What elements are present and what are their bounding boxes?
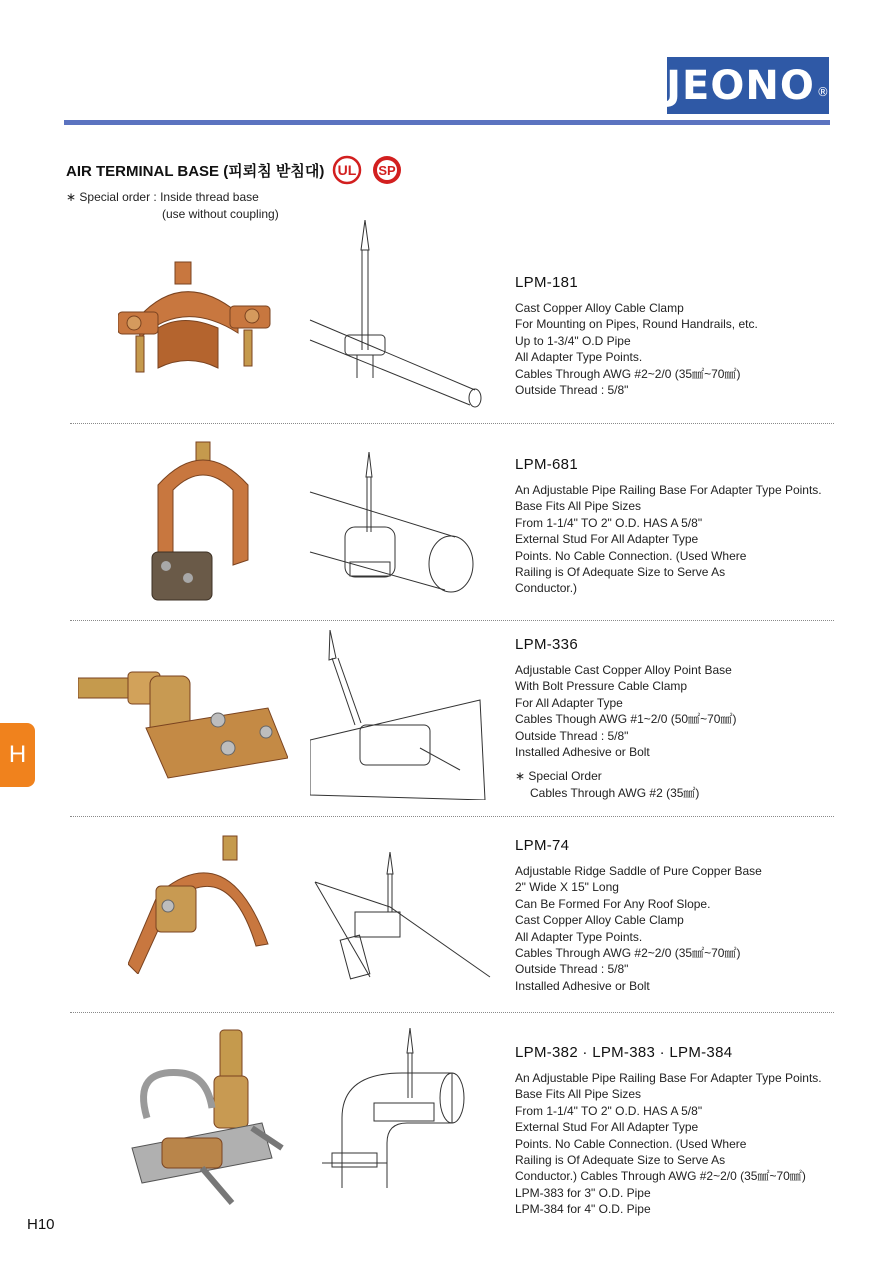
section-divider xyxy=(70,816,834,817)
lpm-681-drawing xyxy=(305,452,480,597)
lpm-681-photo xyxy=(148,440,258,612)
spec-line: Railing is Of Adequate Size to Serve As xyxy=(515,565,726,580)
spec-line: Cables Through AWG #2~2/0 (35㎟~70㎟) xyxy=(515,946,741,961)
lpm-681-description xyxy=(515,482,822,597)
spec-line: Points. No Cable Connection. (Used Where xyxy=(515,548,747,563)
spec-line: All Adapter Type Points. xyxy=(515,929,643,944)
spec-line: Base Fits All Pipe Sizes xyxy=(515,1087,642,1102)
spec-line: 2" Wide X 15" Long xyxy=(515,880,619,895)
lpm-74-drawing xyxy=(310,852,495,982)
registered-mark: ® xyxy=(816,84,830,99)
spec-line: Points. No Cable Connection. (Used Where xyxy=(515,1136,747,1151)
section-title-text: AIR TERMINAL BASE (피뢰침 받침대) xyxy=(66,162,325,180)
lpm-336-special-order xyxy=(515,768,736,801)
lpm-181-drawing xyxy=(305,220,485,410)
spec-line: Adjustable Ridge Saddle of Pure Copper Base xyxy=(515,864,762,878)
lpm-382-model: LPM-382 · LPM-383 · LPM-384 xyxy=(515,1044,733,1061)
spec-line: Adjustable Cast Copper Alloy Point Base xyxy=(515,663,732,677)
spec-line: LPM-383 for 3" O.D. Pipe xyxy=(515,1185,651,1200)
special-order-line-2: (use without coupling) xyxy=(162,207,279,221)
brand-name: JEONO xyxy=(666,62,815,109)
special-order-title: ∗ Special Order xyxy=(515,769,602,784)
spec-line: Railing is Of Adequate Size to Serve As xyxy=(515,1153,726,1168)
spec-line: Cast Copper Alloy Cable Clamp xyxy=(515,913,684,928)
spec-line: Installed Adhesive or Bolt xyxy=(515,745,650,760)
spec-line: Cables Through AWG #2~2/0 (35㎟~70㎟) xyxy=(515,366,741,381)
spec-line: From 1-1/4" TO 2" O.D. HAS A 5/8" xyxy=(515,1103,703,1118)
spec-line: Base Fits All Pipe Sizes xyxy=(515,499,642,514)
svg-text:SP: SP xyxy=(378,163,396,178)
spec-line: Outside Thread : 5/8" xyxy=(515,728,629,743)
lpm-74-info xyxy=(515,837,762,994)
spec-line: Outside Thread : 5/8" xyxy=(515,962,629,977)
special-order-line-1: ∗ Special order : Inside thread base xyxy=(66,190,259,204)
lpm-382-info xyxy=(515,1044,822,1218)
spec-line: An Adjustable Pipe Railing Base For Adapter Type Points. xyxy=(515,1071,822,1085)
csa-certification-icon xyxy=(370,154,404,186)
spec-line: Outside Thread : 5/8" xyxy=(515,383,629,398)
lpm-181-model: LPM-181 xyxy=(515,274,578,291)
spec-line: Cables Though AWG #1~2/0 (50㎟~70㎟) xyxy=(515,712,737,727)
svg-text:UL: UL xyxy=(337,162,357,178)
spec-line: Up to 1-3/4" O.D Pipe xyxy=(515,333,631,348)
spec-line: With Bolt Pressure Cable Clamp xyxy=(515,679,688,694)
lpm-181-info xyxy=(515,274,758,398)
spec-line: Conductor.) Cables Through AWG #2~2/0 (35㎟~70㎟) xyxy=(515,1169,806,1184)
lpm-336-model: LPM-336 xyxy=(515,636,578,653)
spec-line: For All Adapter Type xyxy=(515,695,623,710)
section-divider xyxy=(70,620,834,621)
lpm-181-description xyxy=(515,300,758,398)
lpm-74-model: LPM-74 xyxy=(515,837,570,854)
spec-line: An Adjustable Pipe Railing Base For Adapter Type Points. xyxy=(515,483,822,497)
spec-line: LPM-384 for 4" O.D. Pipe xyxy=(515,1202,651,1217)
lpm-681-model: LPM-681 xyxy=(515,456,578,473)
section-divider xyxy=(70,1012,834,1013)
lpm-74-description xyxy=(515,863,762,994)
lpm-382-description xyxy=(515,1070,822,1218)
lpm-382-photo xyxy=(122,1028,290,1208)
lpm-181-photo xyxy=(118,258,278,388)
section-divider xyxy=(70,423,834,424)
special-order-note xyxy=(66,189,279,223)
spec-line: Cast Copper Alloy Cable Clamp xyxy=(515,301,684,315)
brand-logo xyxy=(667,57,829,114)
page-number: H10 xyxy=(27,1216,55,1233)
ul-certification-icon xyxy=(332,155,362,185)
spec-line: From 1-1/4" TO 2" O.D. HAS A 5/8" xyxy=(515,515,703,530)
section-title xyxy=(66,154,404,186)
spec-line: Installed Adhesive or Bolt xyxy=(515,978,650,993)
lpm-74-photo xyxy=(128,834,278,974)
header-rule xyxy=(64,120,830,125)
spec-line: All Adapter Type Points. xyxy=(515,350,643,365)
spec-line: For Mounting on Pipes, Round Handrails, etc. xyxy=(515,317,758,332)
spec-line: External Stud For All Adapter Type xyxy=(515,532,699,547)
lpm-382-drawing xyxy=(312,1028,477,1198)
lpm-336-photo xyxy=(78,668,288,780)
spec-line: Can Be Formed For Any Roof Slope. xyxy=(515,896,711,911)
spec-line: Conductor.) xyxy=(515,581,578,596)
lpm-336-description xyxy=(515,662,736,760)
section-tab-h: H xyxy=(0,723,35,787)
lpm-336-info xyxy=(515,636,736,801)
lpm-681-info xyxy=(515,456,822,597)
spec-line: External Stud For All Adapter Type xyxy=(515,1120,699,1135)
special-order-text: Cables Through AWG #2 (35㎟) xyxy=(530,785,700,800)
lpm-336-drawing xyxy=(310,630,490,800)
